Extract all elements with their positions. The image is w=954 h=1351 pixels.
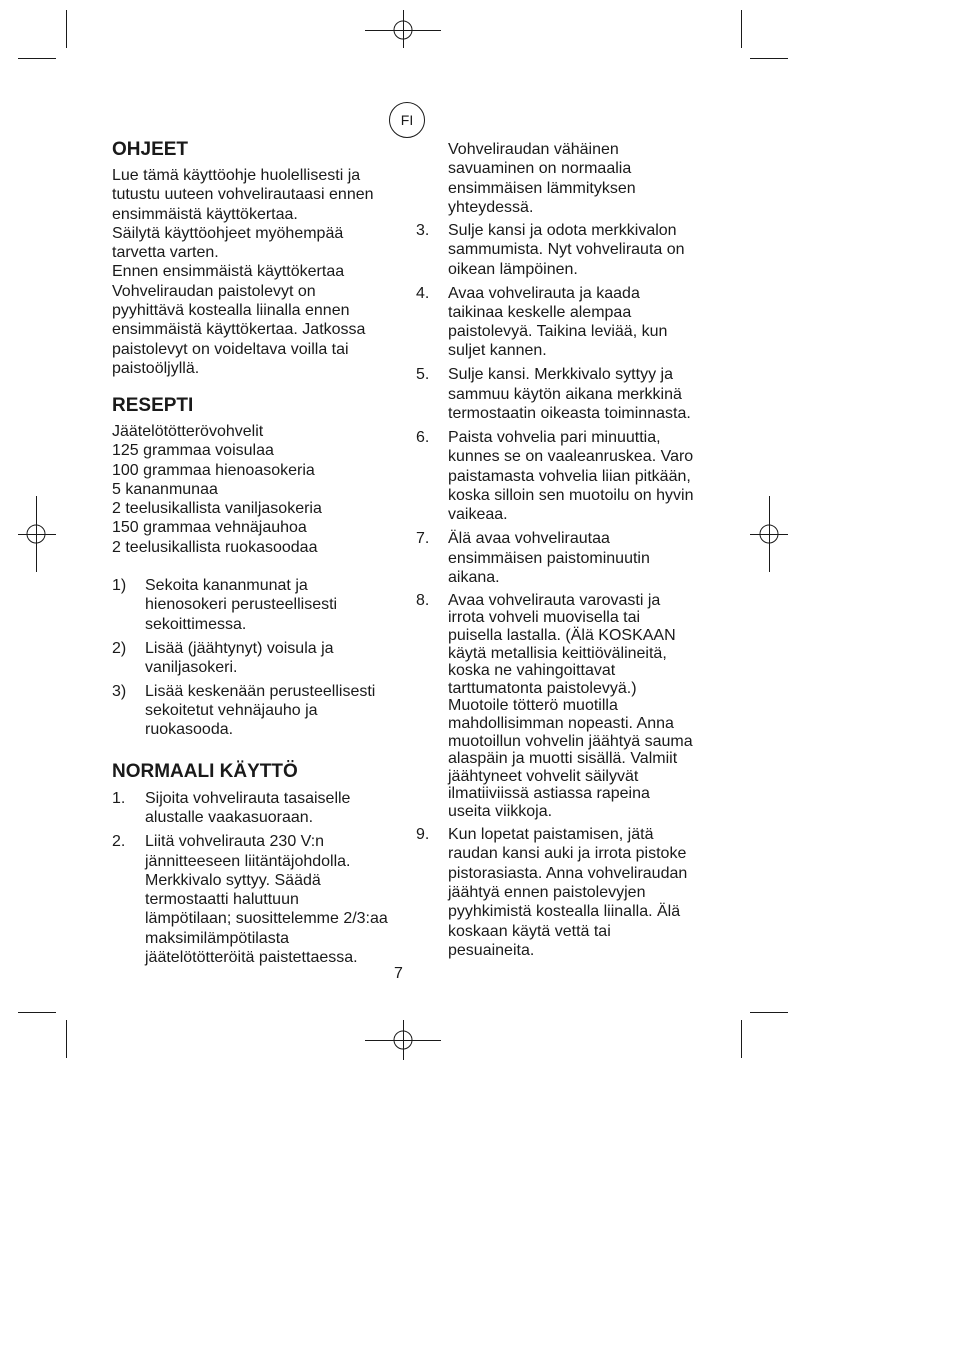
step-number: 2. [112, 833, 126, 851]
text-line: sammuu käytön aikana merkkinä [448, 385, 682, 403]
text-line: ruokasooda. [145, 721, 234, 739]
text-line: savuaminen on normaalia [448, 160, 632, 178]
text-line: 2 teelusikallista vaniljasokeria [112, 500, 322, 518]
text-line: koska ne vahingoittavat [448, 662, 616, 680]
step-text [448, 365, 693, 423]
numbered-step [112, 789, 388, 828]
text-line: alustalle vaakasuoraan. [145, 809, 314, 827]
text-line: muotoillun vohvelin jäähtyä sauma [448, 732, 693, 750]
step-number: 5. [416, 366, 430, 384]
text-line: oikean lämpöinen. [448, 260, 578, 278]
text-line: sammumista. Nyt vohvelirauta on [448, 241, 685, 259]
recipe-steps-list [112, 576, 375, 740]
text-line: 2 teelusikallista ruokasoodaa [112, 538, 318, 556]
text-line: termostaatin oikeasta toiminnasta. [448, 405, 691, 423]
text-line: suljet kannen. [448, 342, 547, 360]
step-text [448, 825, 693, 960]
step-number: 4. [416, 284, 430, 302]
text-line: yhteydessä. [448, 198, 534, 216]
page-number: 7 [394, 965, 403, 982]
text-line: raudan kansi auki ja irrota pistoke [448, 845, 687, 863]
text-line: 100 grammaa hienoasokeria [112, 461, 315, 479]
text-line: aikana. [448, 568, 500, 586]
text-line: ilmatiiviissä astiassa rapeina [448, 785, 650, 803]
step-text [145, 639, 375, 678]
numbered-step [416, 825, 693, 960]
text-line: Vohveliraudan vähäinen [448, 141, 619, 158]
section-heading-normaali-kaytto: NORMAALI KÄYTTÖ [112, 761, 298, 782]
text-line: Jäätelötötterövohvelit [112, 423, 264, 440]
text-line: Liitä vohvelirauta 230 V:n [145, 833, 325, 851]
text-line: jäätelötötteröitä paistettaessa. [145, 949, 358, 967]
normal-use-steps-list-continued [416, 221, 693, 960]
text-line: jäähtyneet vohvelit säilyvät [448, 767, 639, 785]
numbered-step [416, 428, 693, 524]
text-line: paistoöljyllä. [112, 359, 200, 377]
registration-mark-left [18, 496, 56, 572]
text-line: vaikeaa. [448, 506, 508, 524]
language-badge: FI [389, 102, 425, 138]
step-text [448, 428, 693, 524]
step-number: 3) [112, 682, 127, 700]
text-line: tutustu uuteen vohvelirautaasi ennen [112, 186, 374, 204]
registration-mark-top [365, 10, 441, 48]
step-text [145, 576, 375, 634]
text-line: puisella lastalla. (Älä KOSKAAN [448, 626, 676, 644]
step-text [448, 592, 693, 821]
numbered-step [416, 284, 693, 361]
text-line: tarttumatonta paistolevyä.) [448, 679, 637, 697]
numbered-step [112, 832, 388, 967]
text-line: taikinaa keskelle alempaa [448, 303, 632, 321]
text-line: 150 grammaa vehnäjauhoa [112, 519, 307, 537]
numbered-step [416, 592, 693, 821]
text-line: ensimmäisen paistominuutin [448, 549, 650, 567]
text-line: 5 kananmunaa [112, 480, 218, 498]
step-text [448, 284, 693, 361]
numbered-step [416, 221, 693, 279]
text-line: maksimilämpötilasta [145, 929, 290, 947]
text-line: Avaa vohvelirauta varovasti ja [448, 591, 661, 609]
text-line: Merkkivalo syttyy. Säädä [145, 871, 321, 889]
text-line: 125 grammaa voisulaa [112, 442, 274, 460]
text-line: Lisää keskenään perusteellisesti [145, 682, 376, 700]
numbered-step [416, 365, 693, 423]
registration-mark-right [750, 496, 788, 572]
text-line: ensimmäisen lämmityksen [448, 179, 636, 197]
text-line: vaniljasokeri. [145, 658, 238, 676]
instructions-paragraph [112, 166, 374, 378]
numbered-step [112, 682, 375, 740]
text-line: ensimmäistä käyttökertaa. [112, 205, 298, 223]
text-line: paistamasta vohvelia liian pitkään, [448, 467, 691, 485]
step-text [145, 789, 388, 828]
text-line: hienosokeri perusteellisesti [145, 596, 338, 614]
text-line: Kun lopetat paistamisen, jätä [448, 826, 654, 844]
text-line: mahdollisimman nopeasti. Anna [448, 714, 674, 732]
registration-mark-bottom [365, 1020, 441, 1060]
numbered-step [112, 639, 375, 678]
section-heading-ohjeet: OHJEET [112, 139, 189, 160]
text-line: ensimmäistä käyttökertaa. Jatkossa [112, 321, 366, 339]
text-line: koskaan käytä vettä tai [448, 922, 611, 940]
numbered-step [416, 529, 693, 587]
text-line: koska silloin sen muotoilu on hyvin [448, 486, 694, 504]
text-line: sekoittimessa. [145, 615, 247, 633]
text-line: Muotoile tötterö muotilla [448, 697, 618, 715]
text-line: käytä metallisia keittiövälineitä, [448, 644, 667, 662]
text-line: pistorasiasta. Anna vohveliraudan [448, 864, 688, 882]
text-line: Sulje kansi ja odota merkkivalon [448, 222, 677, 239]
text-line: lämpötilaan; suosittelemme 2/3:aa [145, 910, 388, 928]
step-number: 8. [416, 591, 430, 609]
numbered-step [112, 576, 375, 634]
text-line: Lue tämä käyttöohje huolellisesti ja [112, 167, 361, 184]
text-line: kunnes se on vaaleanruskea. Varo [448, 448, 694, 466]
text-line: pyyhkimistä kostealla liinalla. Älä [448, 903, 681, 921]
text-line: Sijoita vohvelirauta tasaiselle [145, 790, 351, 807]
text-line: sekoitetut vehnäjauho ja [145, 702, 318, 720]
step-text [448, 221, 693, 279]
step-number: 1. [112, 790, 126, 807]
text-line: useita viikkoja. [448, 802, 553, 820]
section-heading-resepti: RESEPTI [112, 395, 194, 416]
text-line: Säilytä käyttöohjeet myöhempää [112, 224, 344, 242]
text-line: Älä avaa vohvelirautaa [448, 530, 610, 548]
text-line: jännitteeseen liitäntäjohdolla. [145, 852, 351, 870]
text-line: tarvetta varten. [112, 244, 219, 262]
text-line: Sekoita kananmunat ja [145, 577, 308, 594]
step-continuation-text [448, 140, 636, 217]
step-text [145, 832, 388, 967]
step-number: 3. [416, 222, 430, 239]
text-line: Vohveliraudan paistolevyt on [112, 282, 316, 300]
text-line: paistolevyä. Taikina leviää, kun [448, 323, 668, 341]
step-number: 2) [112, 639, 127, 657]
step-number: 7. [416, 530, 430, 548]
text-line: Ennen ensimmäistä käyttökertaa [112, 263, 345, 281]
text-line: pyyhittävä kostealla liinalla ennen [112, 302, 350, 320]
text-line: pesuaineita. [448, 941, 535, 959]
text-line: Sulje kansi. Merkkivalo syttyy ja [448, 366, 673, 384]
text-line: irrota vohveli muovisella tai [448, 609, 641, 627]
step-text [448, 529, 693, 587]
text-line: Avaa vohvelirauta ja kaada [448, 284, 640, 302]
text-line: paistolevyt on voideltava voilla tai [112, 340, 349, 358]
text-line: termostaatti haluttuun [145, 891, 299, 909]
text-line: alaspäin ja muotti sisällä. Valmiit [448, 750, 678, 768]
text-line: Lisää (jäähtynyt) voisula ja [145, 639, 334, 657]
normal-use-steps-list [112, 789, 388, 967]
step-number: 6. [416, 429, 430, 447]
text-line: Paista vohvelia pari minuuttia, [448, 429, 661, 447]
text-line: jäähtyä ennen paistolevyjen [448, 884, 646, 902]
step-number: 9. [416, 826, 430, 844]
step-number: 1) [112, 577, 127, 594]
step-text [145, 682, 375, 740]
ingredient-list [112, 422, 322, 557]
